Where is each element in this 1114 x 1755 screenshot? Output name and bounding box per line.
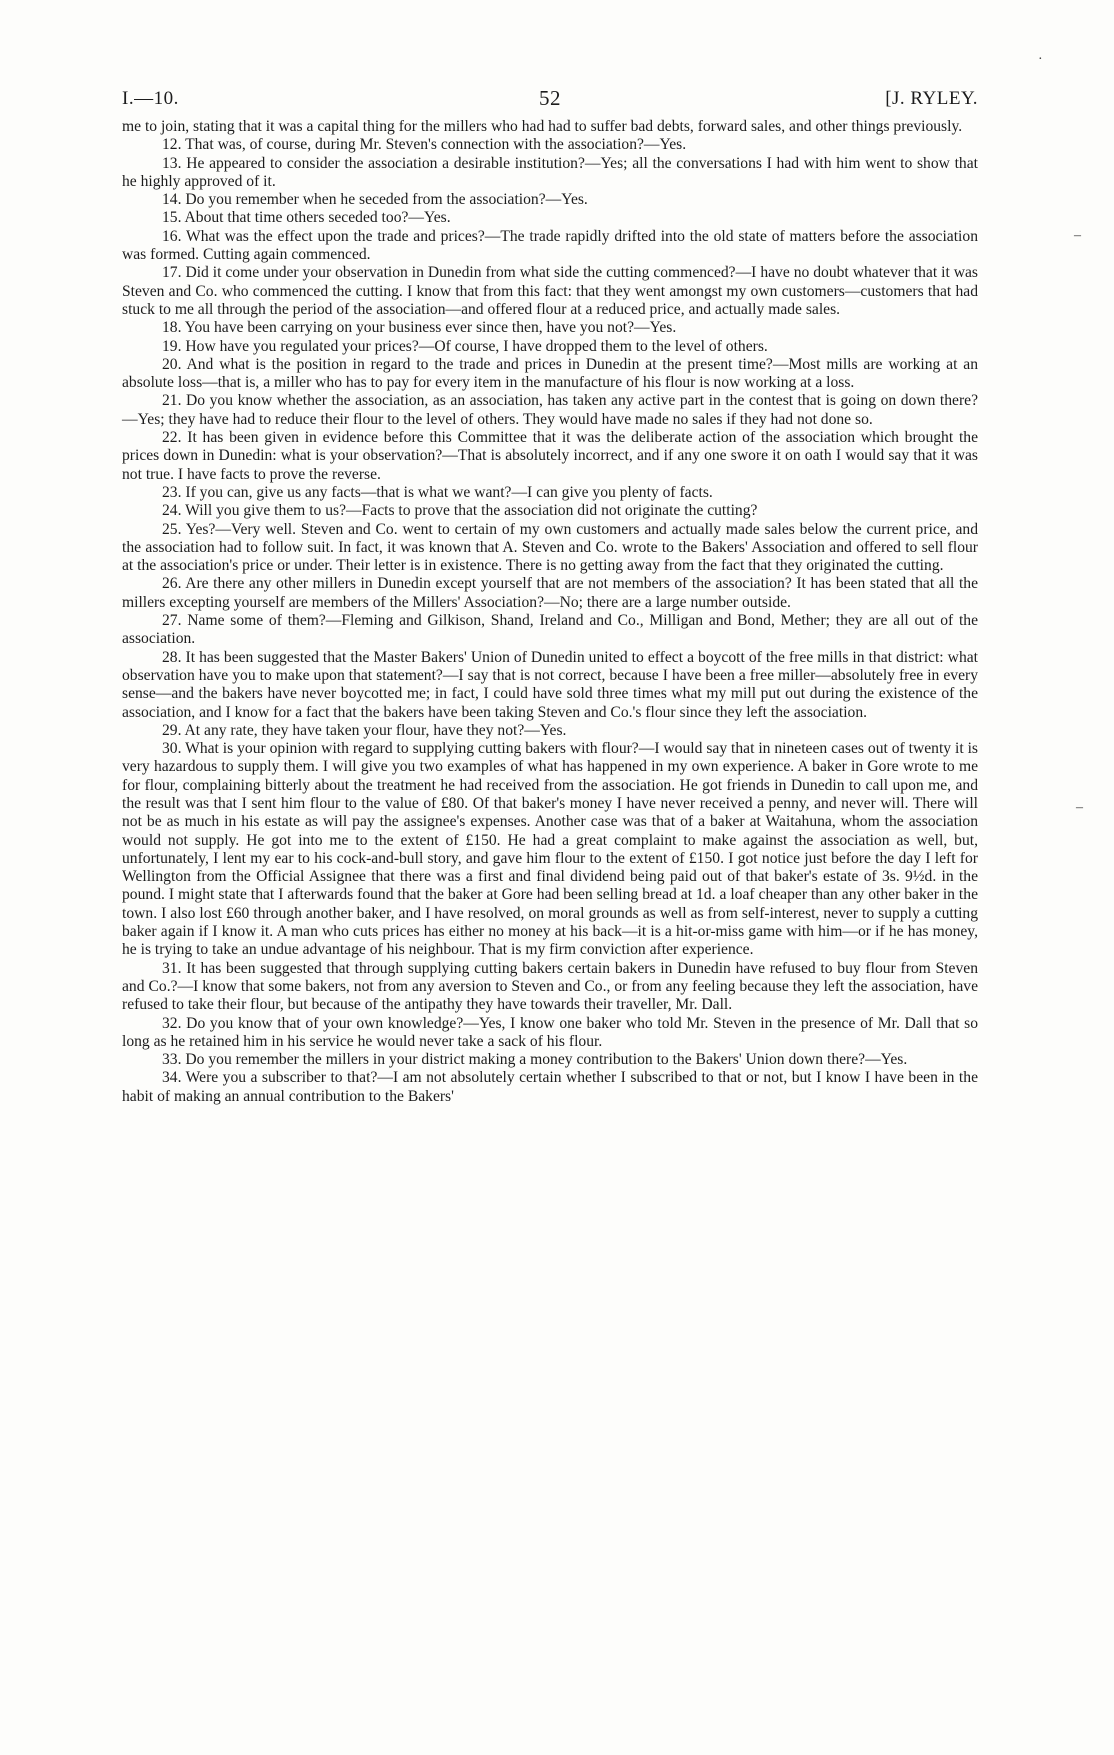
paragraph: 19. How have you regulated your prices?—Of course, I have dropped them to the level of others. bbox=[162, 337, 768, 355]
page-header bbox=[122, 82, 978, 118]
margin-mark: – bbox=[1074, 228, 1081, 243]
paragraph: 27. Name some of them?—Fleming and Gilkison, Shand, Ireland and Co., Milligan and Bond, Mether; they are all out of the association. bbox=[122, 612, 978, 648]
document-page bbox=[122, 82, 978, 1106]
paragraph: 13. He appeared to consider the association a desirable institution?—Yes; all the conversations I had with him went to show that he highly approved of it. bbox=[122, 154, 978, 190]
page-number: 52 bbox=[539, 86, 561, 110]
paragraph: 22. It has been given in evidence before this Committee that it was the deliberate action of the association which brought the prices down in Dunedin: what is your observation?—That is absolutely incorrect, and if any one swore it on oath I would say that it was not true. I have facts to prove the reverse. bbox=[122, 429, 978, 483]
paragraph: 24. Will you give them to us?—Facts to prove that the association did not originate the cutting? bbox=[162, 502, 758, 520]
document-body bbox=[122, 118, 978, 1106]
paragraph: 12. That was, of course, during Mr. Steven's connection with the association?—Yes. bbox=[162, 136, 687, 154]
paragraph: 26. Are there any other millers in Dunedin except yourself that are not members of the association? It has been stated that all the millers excepting yourself are members of the Millers' Association?—No; there are a large number outside. bbox=[122, 575, 978, 611]
paragraph: 23. If you can, give us any facts—that is what we want?—I can give you plenty of facts. bbox=[162, 483, 713, 501]
margin-mark: · bbox=[1038, 52, 1043, 67]
document-reference: I.—10. bbox=[122, 88, 179, 109]
witness-name: [J. RYLEY. bbox=[885, 88, 978, 109]
paragraph: 14. Do you remember when he seceded from the association?—Yes. bbox=[162, 191, 588, 209]
paragraph: 20. And what is the position in regard to the trade and prices in Dunedin at the present time?—Most mills are working at an absolute loss—that is, a miller who has to pay for every item in the manufacture of his flour is now working at a loss. bbox=[122, 355, 978, 392]
margin-mark: – bbox=[1076, 800, 1083, 815]
paragraph: 18. You have been carrying on your business ever since then, have you not?—Yes. bbox=[162, 319, 677, 337]
paragraph: 21. Do you know whether the association, as an association, has taken any active part in the contest that is going on down there?—Yes; they have had to reduce their flour to the level of others. They would have made no sales if they had not done so. bbox=[122, 392, 978, 428]
paragraph: 28. It has been suggested that the Master Bakers' Union of Dunedin united to effect a boycott of the free mills in that district: what observation have you to make upon that statement?—I say that is not correct, because I have been a free miller—absolutely free in every sense—and the bakers have never boycotted me; in fact, I could have sold three times what my mill put out during the existence of the association, and I know for a fact that the bakers have been taking Steven and Co.'s flour since they left the association. bbox=[122, 648, 978, 721]
paragraph: 16. What was the effect upon the trade and prices?—The trade rapidly drifted into the old state of matters before the association was formed. Cutting again commenced. bbox=[122, 227, 978, 264]
paragraph: 34. Were you a subscriber to that?—I am not absolutely certain whether I subscribed to that or not, but I know I have been in the habit of making an annual contribution to the Bakers' bbox=[122, 1069, 978, 1105]
paragraph: 17. Did it come under your observation in Dunedin from what side the cutting commenced?—I have no doubt whatever that it was Steven and Co. who commenced the cutting. I know that from this fact: that they went amongst my own customers—customers that had stuck to me all through the period of the association—and offered flour at a reduced price, and actually made sales. bbox=[122, 264, 978, 318]
paragraph: 33. Do you remember the millers in your district making a money contribution to the Bakers' Union down there?—Yes. bbox=[162, 1051, 908, 1069]
paragraph: 25. Yes?—Very well. Steven and Co. went to certain of my own customers and actually made sales below the current price, and the association had to follow suit. In fact, it was known that A. Steven and Co. wrote to the Bakers' Association and offered to sell flour at the association's price or under. Their letter is in existence. There is no getting away from the fact that they originated the cutting. bbox=[122, 520, 978, 575]
paragraph: me to join, stating that it was a capital thing for the millers who had had to suffer bad debts, forward sales, and other things previously. bbox=[122, 118, 963, 135]
paragraph: 32. Do you know that of your own knowledge?—Yes, I know one baker who told Mr. Steven in the presence of Mr. Dall that so long as he retained him in his service he would never take a sack of his flour. bbox=[122, 1014, 978, 1050]
paragraph: 15. About that time others seceded too?—Yes. bbox=[162, 209, 451, 227]
paragraph: 30. What is your opinion with regard to supplying cutting bakers with flour?—I would say that in nineteen cases out of twenty it is very hazardous to supply them. I will give you two examples of what has happened in my own experience. A baker in Gore wrote to me for flour, complaining bitterly about the treatment he had received from the association. He got friends in Dunedin to call upon me, and the result was that I sent him flour to the value of £80. Of that baker's money I have never received a penny, and never will. There will not be as much in his estate as will pay the assignee's expenses. Another case was that of a baker at Waitahuna, whom the association would not supply. He got into me to the extent of £150. He had a great complaint to make against the association as well, but, unfortunately, I lent my ear to his cock-and-bull story, and gave him flour to the extent of £150. I got notice just before the day I left for Wellington from the Official Assignee that there was a first and final dividend being paid out of that baker's estate of 3s. 9½d. in the pound. I might state that I afterwards found that the baker at Gore had been selling bread at 1d. a loaf cheaper than any other baker in the town. I also lost £60 through another baker, and I have resolved, on moral grounds as well as from self-interest, never to supply a cutting baker again if I know it. A man who cuts prices has either no money at his back—it is a hit-or-miss game with him—or if he has money, he is trying to take an undue advantage of his neighbour. That is my firm conviction after experience. bbox=[122, 740, 978, 959]
paragraph: 29. At any rate, they have taken your flour, have they not?—Yes. bbox=[162, 721, 567, 739]
paragraph: 31. It has been suggested that through supplying cutting bakers certain bakers in Dunedin have refused to buy flour from Steven and Co.?—I know that some bakers, not from any aversion to Steven and Co., or from any feeling because they left the association, have refused to take their flour, but because of the antipathy they have towards their traveller, Mr. Dall. bbox=[122, 959, 978, 1014]
